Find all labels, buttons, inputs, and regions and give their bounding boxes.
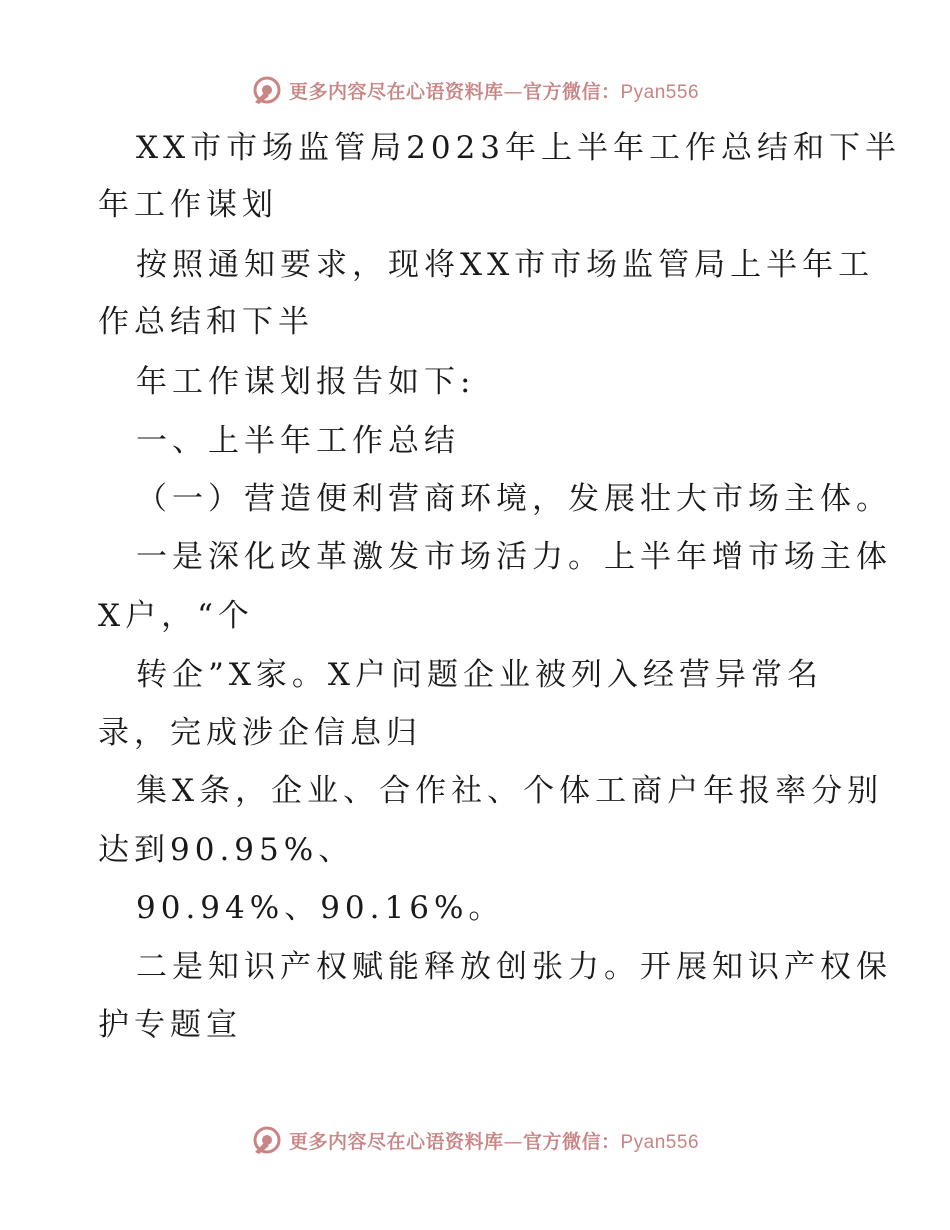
doc-paragraph-line: 集X条，企业、合作社、个体工商户年报率分别: [136, 773, 884, 809]
doc-paragraph-line: 护专题宣: [98, 1007, 242, 1043]
doc-title-line-1: XX市市场监管局2023年上半年工作总结和下半: [136, 130, 902, 166]
watermark-text: 更多内容尽在心语资料库—官方微信：Pyan556: [288, 1130, 700, 1153]
watermark-id: Pyan556: [620, 81, 700, 103]
watermark-id: Pyan556: [620, 1131, 700, 1153]
doc-paragraph-line: X户，“个: [98, 598, 254, 634]
doc-paragraph-line: 90.94%、90.16%。: [136, 890, 505, 926]
doc-subsection-heading: （一）营造便利营商环境，发展壮大市场主体。: [136, 481, 892, 517]
doc-paragraph-line: 达到90.95%、: [98, 832, 355, 868]
pen-logo-icon: [251, 1124, 283, 1156]
doc-paragraph-line: 一是深化改革激发市场活力。上半年增市场主体: [136, 539, 892, 575]
doc-paragraph-line: 二是知识产权赋能释放创张力。开展知识产权保: [136, 949, 892, 985]
doc-paragraph-line: 按照通知要求，现将XX市市场监管局上半年工: [136, 247, 875, 283]
watermark-text: 更多内容尽在心语资料库—官方微信：Pyan556: [288, 80, 700, 103]
doc-paragraph-line: 录，完成涉企信息归: [98, 715, 422, 751]
footer-watermark: [0, 1122, 950, 1158]
doc-paragraph-line: 年工作谋划报告如下:: [136, 364, 476, 400]
doc-section-heading: 一、上半年工作总结: [136, 423, 460, 459]
doc-paragraph-line: 作总结和下半: [98, 304, 314, 340]
doc-title-line-2: 年工作谋划: [98, 187, 278, 223]
doc-paragraph-line: 转企”X家。X户问题企业被列入经营异常名: [136, 657, 823, 693]
